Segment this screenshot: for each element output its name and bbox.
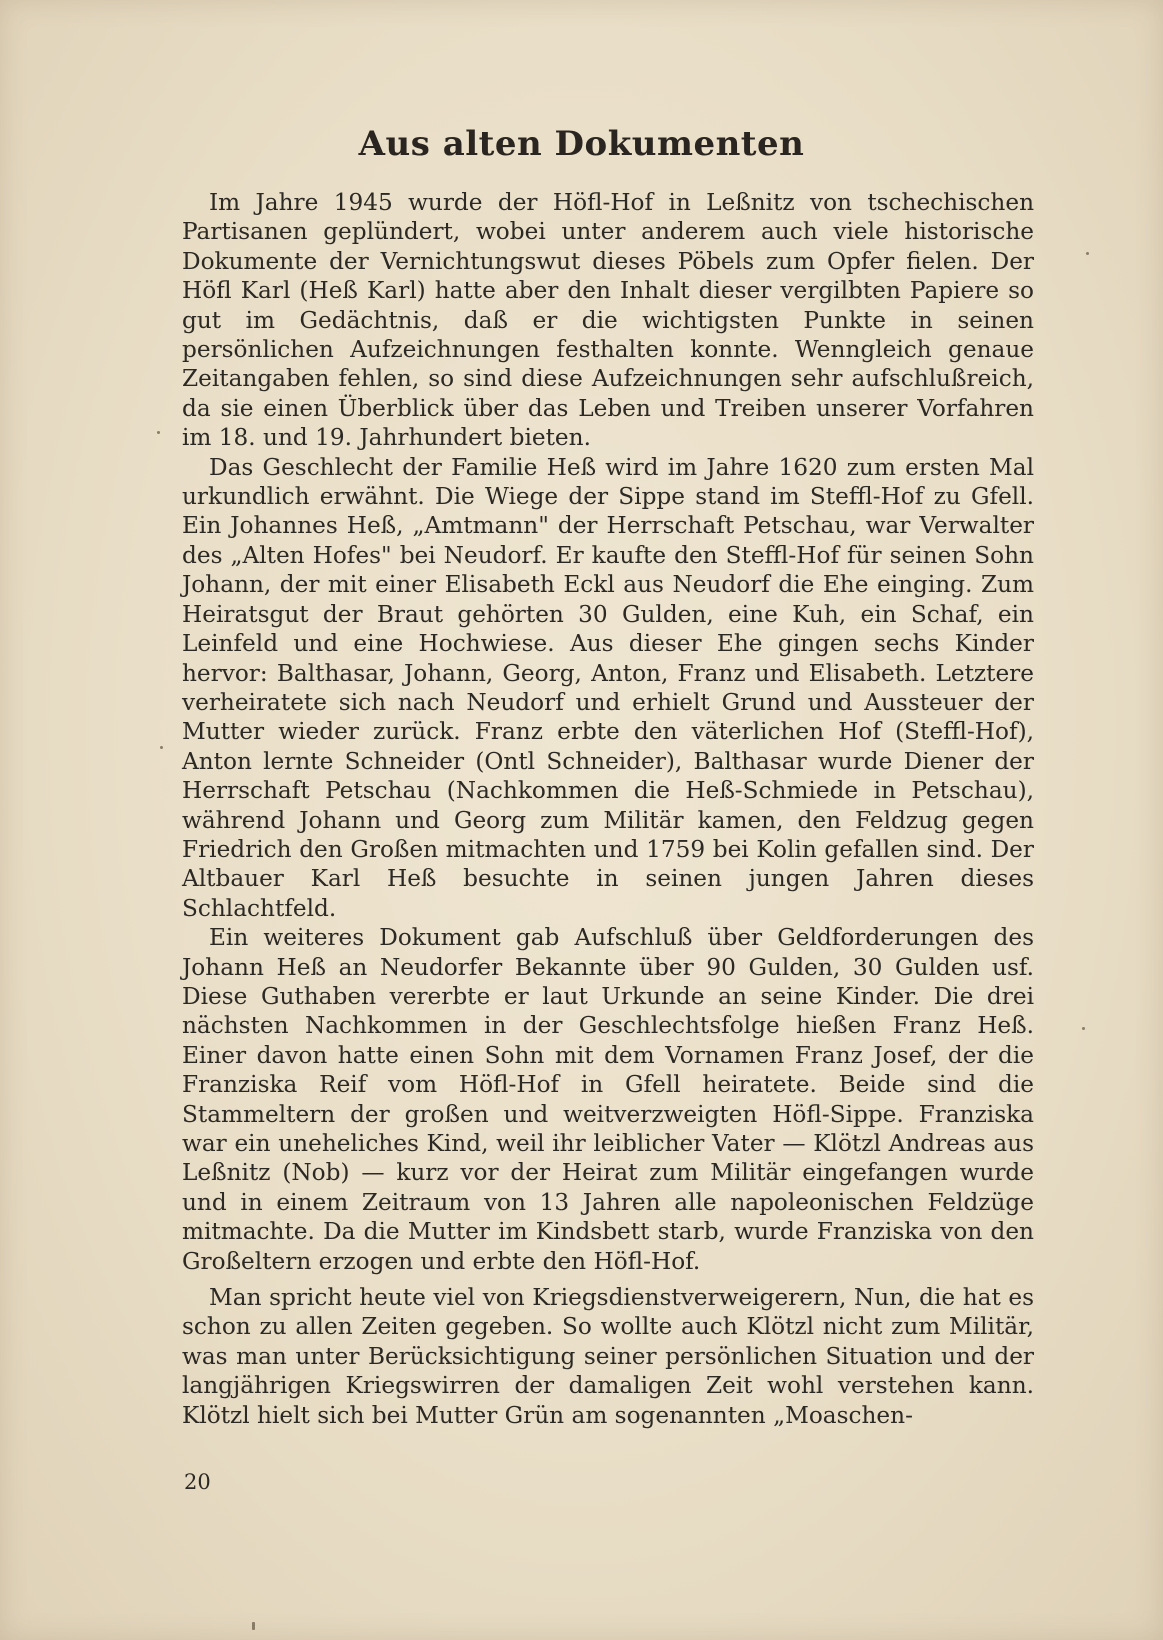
paper-speck (252, 1622, 255, 1630)
paper-speck (160, 746, 163, 749)
paragraph: Man spricht heute viel von Kriegsdienstverweigerern, Nun, die hat es schon zu allen Zeiten gegeben. So wollte auch Klötzl nicht zum Militär, was man unter Berücksichtigung seiner persönlichen Situation und der langjährigen Kriegswirren der damaligen Zeit wohl verstehen kann. Klötzl hielt sich bei Mutter Grün am sogenannten „Moaschen- (182, 1284, 1034, 1429)
paper-speck (1086, 252, 1089, 255)
paper-speck (1082, 1027, 1085, 1030)
paper-speck (157, 431, 160, 434)
page-title: Aus alten Dokumenten (358, 124, 805, 164)
paragraph: Das Geschlecht der Familie Heß wird im Jahre 1620 zum ersten Mal urkundlich erwähnt. Die Wiege der Sippe stand im Steffl-Hof zu Gfell. Ein Johannes Heß, „Amtmann" der Herrschaft Petschau, war Verwalter des „Alten Hofes" bei Neudorf. Er kaufte den Steffl-Hof für seinen Sohn Johann, der mit einer Elisabeth Eckl aus Neudorf die Ehe einging. Zum Heiratsgut der Braut gehörten 30 Gulden, eine Kuh, ein Schaf, ein Leinfeld und eine Hochwiese. Aus dieser Ehe gingen sechs Kinder hervor: Balthasar, Johann, Georg, Anton, Franz und Elisabeth. Letztere verheiratete sich nach Neudorf und erhielt Grund und Aussteuer der Mutter wieder zurück. Franz erbte den väterlichen Hof (Steffl-Hof), Anton lernte Schneider (Ontl Schneider), Balthasar wurde Diener der Herrschaft Petschau (Nachkommen die Heß-Schmiede in Petschau), während Johann und Georg zum Militär kamen, den Feldzug gegen Friedrich den Großen mitmachten und 1759 bei Kolin gefallen sind. Der Altbauer Karl Heß besuchte in seinen jungen Jahren dieses Schlachtfeld. (182, 453, 1034, 922)
paragraph: Im Jahre 1945 wurde der Höfl-Hof in Leßnitz von tschechischen Partisanen geplündert, wobei unter anderem auch viele historische Dokumente der Vernichtungswut dieses Pöbels zum Opfer fielen. Der Höfl Karl (Heß Karl) hatte aber den Inhalt dieser vergilbten Papiere so gut im Gedächtnis, daß er die wichtigsten Punkte in seinen persönlichen Aufzeichnungen festhalten konnte. Wenngleich genaue Zeitangaben fehlen, so sind diese Aufzeichnungen sehr aufschlußreich, da sie einen Überblick über das Leben und Treiben unserer Vorfahren im 18. und 19. Jahrhundert bieten. (182, 189, 1034, 452)
article-body (182, 188, 1034, 1430)
page-number: 20 (184, 1470, 211, 1494)
paragraph: Ein weiteres Dokument gab Aufschluß über Geldforderungen des Johann Heß an Neudorfer Bekannte über 90 Gulden, 30 Gulden usf. Diese Guthaben vererbte er laut Urkunde an seine Kinder. Die drei nächsten Nachkommen in der Geschlechtsfolge hießen Franz Heß. Einer davon hatte einen Sohn mit dem Vornamen Franz Josef, der die Franziska Reif vom Höfl-Hof in Gfell heiratete. Beide sind die Stammeltern der großen und weitverzweigten Höfl-Sippe. Franziska war ein uneheliches Kind, weil ihr leiblicher Vater — Klötzl Andreas aus Leßnitz (Nob) — kurz vor der Heirat zum Militär eingefangen wurde und in einem Zeitraum von 13 Jahren alle napoleonischen Feldzüge mitmachte. Da die Mutter im Kindsbett starb, wurde Franziska von den Großeltern erzogen und erbte den Höfl-Hof. (182, 924, 1034, 1275)
